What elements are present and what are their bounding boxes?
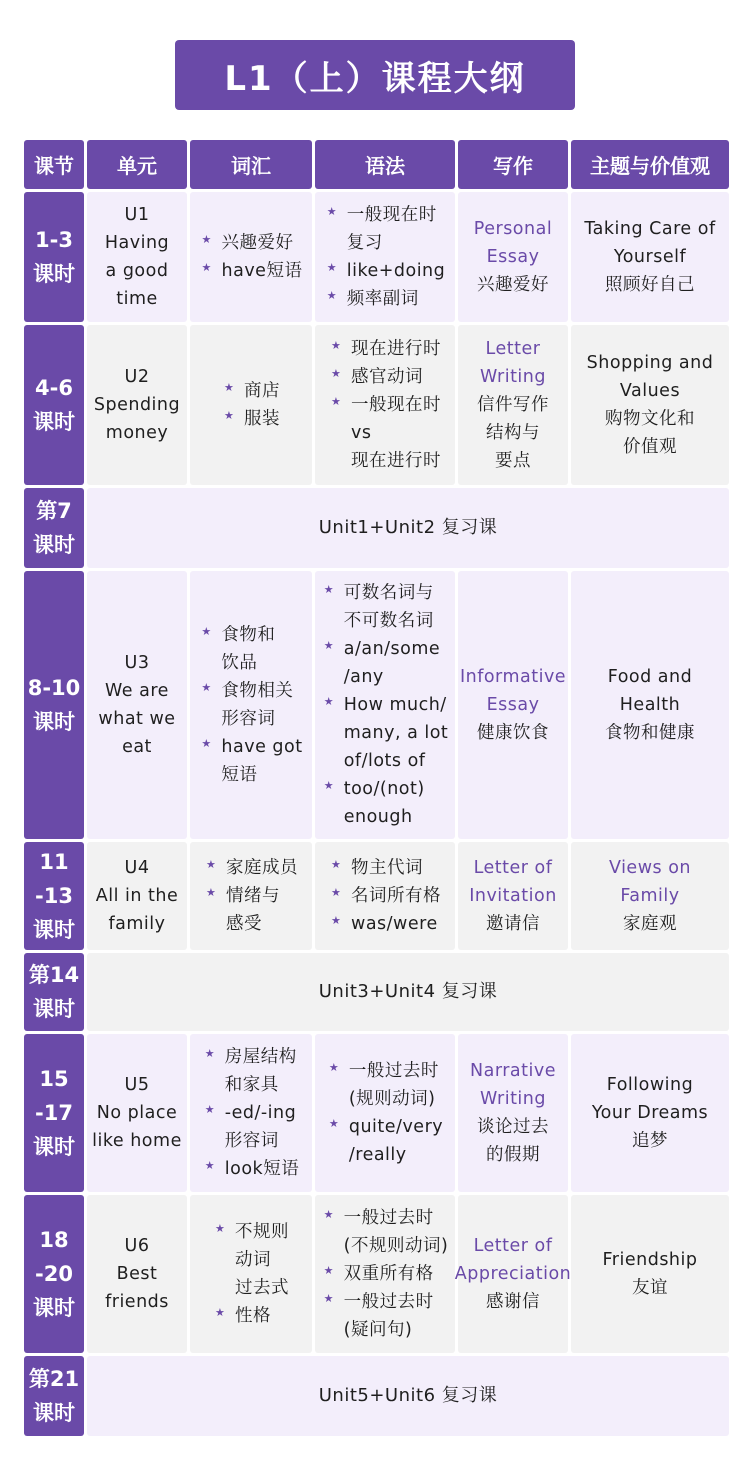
vocab-item bbox=[203, 1155, 299, 1183]
writing-cn-line: 谈论过去 bbox=[477, 1117, 549, 1137]
theme-text bbox=[592, 1071, 708, 1155]
writing-cn-line: 的假期 bbox=[486, 1145, 540, 1165]
theme-line: 价值观 bbox=[622, 437, 677, 457]
lesson-label bbox=[24, 488, 84, 568]
theme-line: Values bbox=[619, 381, 681, 401]
vocab-line: 感受 bbox=[226, 914, 262, 934]
grammar-line: ★ 一般现在时 bbox=[346, 205, 437, 225]
unit-line: what we bbox=[98, 709, 176, 729]
unit-name bbox=[105, 201, 169, 313]
vocab-item bbox=[222, 377, 280, 405]
vocab-cell bbox=[190, 325, 312, 485]
lesson-label bbox=[24, 1356, 84, 1436]
column-header: 词汇 bbox=[190, 140, 312, 189]
vocab-line: 形容词 bbox=[221, 709, 276, 729]
grammar-line: /really bbox=[348, 1145, 407, 1165]
grammar-line: ★ 感官动词 bbox=[351, 367, 423, 387]
writing-cn-line: 结构与 bbox=[486, 423, 540, 443]
theme-line: 追梦 bbox=[632, 1131, 668, 1151]
writing-cn-line: 健康饮食 bbox=[477, 723, 549, 743]
unit-line: U4 bbox=[124, 858, 150, 878]
grammar-item bbox=[327, 1057, 443, 1113]
writing-cn-line: 感谢信 bbox=[486, 1292, 540, 1312]
review-row: Unit3+Unit4 复习课 bbox=[87, 953, 729, 1031]
grammar-line: ★ How much/ bbox=[343, 695, 447, 715]
unit-cell bbox=[87, 571, 187, 839]
vocab-item bbox=[200, 257, 303, 285]
grammar-line: ★ 双重所有格 bbox=[343, 1264, 434, 1284]
vocab-line: ★ 食物相关 bbox=[221, 681, 294, 701]
unit-cell bbox=[87, 325, 187, 485]
vocab-item bbox=[199, 733, 302, 789]
vocab-cell bbox=[190, 1195, 312, 1353]
unit-line: money bbox=[105, 423, 169, 443]
vocab-line: 和家具 bbox=[224, 1075, 279, 1095]
grammar-list bbox=[329, 854, 441, 938]
writing-cell bbox=[458, 571, 568, 839]
lesson-label bbox=[24, 192, 84, 322]
unit-line: a good bbox=[105, 261, 169, 281]
grammar-line: /any bbox=[343, 667, 384, 687]
theme-cell bbox=[571, 1195, 729, 1353]
grammar-item bbox=[325, 285, 446, 313]
grammar-list bbox=[322, 1204, 449, 1344]
writing-cn-line: 信件写作 bbox=[477, 395, 549, 415]
vocab-line: ★ look短语 bbox=[224, 1159, 300, 1179]
writing-en-line: Essay bbox=[486, 247, 540, 267]
writing-en-line: Narrative bbox=[470, 1061, 556, 1081]
lesson-label-line: 1-3 bbox=[35, 228, 73, 252]
grammar-line: ★ a/an/some bbox=[343, 639, 441, 659]
writing-en-line: Appreciation bbox=[454, 1264, 572, 1284]
vocab-list bbox=[203, 1043, 299, 1183]
theme-line: 购物文化和 bbox=[604, 409, 695, 429]
unit-line: U1 bbox=[124, 205, 150, 225]
writing-cell bbox=[458, 325, 568, 485]
unit-line: U2 bbox=[124, 367, 150, 387]
lesson-label bbox=[24, 953, 84, 1031]
vocab-item bbox=[204, 854, 298, 882]
lesson-label-line: 课时 bbox=[32, 997, 75, 1021]
vocab-item bbox=[213, 1218, 289, 1302]
theme-line: Health bbox=[619, 695, 681, 715]
grammar-item bbox=[322, 691, 449, 775]
grammar-line: (疑问句) bbox=[343, 1320, 413, 1340]
lesson-label-line: 15 bbox=[39, 1067, 69, 1091]
column-header: 课节 bbox=[24, 140, 84, 189]
theme-line: 照顾好自己 bbox=[604, 275, 695, 295]
vocab-item bbox=[203, 1043, 299, 1099]
grammar-cell bbox=[315, 192, 455, 322]
column-header: 语法 bbox=[315, 140, 455, 189]
grammar-line: (不规则动词) bbox=[343, 1236, 449, 1256]
theme-text bbox=[603, 1246, 698, 1302]
page-title: L1（上）课程大纲 bbox=[175, 40, 575, 110]
grammar-line: ★ too/(not) bbox=[343, 779, 425, 799]
lesson-label-line: 课时 bbox=[33, 410, 75, 434]
theme-line: Yourself bbox=[613, 247, 687, 267]
lesson-label-line: 18 bbox=[39, 1228, 69, 1252]
unit-cell bbox=[87, 1034, 187, 1192]
writing-text bbox=[474, 215, 552, 299]
unit-line: No place bbox=[96, 1103, 178, 1123]
grammar-line: ★ like+doing bbox=[346, 261, 446, 281]
theme-text bbox=[584, 215, 715, 299]
grammar-line: ★ 一般过去时 bbox=[343, 1292, 434, 1312]
vocab-list bbox=[200, 229, 303, 285]
vocab-item bbox=[200, 229, 303, 257]
unit-line: like home bbox=[92, 1131, 182, 1151]
column-header: 单元 bbox=[87, 140, 187, 189]
grammar-cell bbox=[315, 325, 455, 485]
writing-cell bbox=[458, 192, 568, 322]
vocab-line: ★ 房屋结构 bbox=[224, 1047, 297, 1067]
writing-en-line: Letter of bbox=[473, 858, 553, 878]
vocab-line: ★ 兴趣爱好 bbox=[221, 233, 294, 253]
vocab-list bbox=[213, 1218, 289, 1330]
unit-line: Best bbox=[116, 1264, 158, 1284]
grammar-line: 复习 bbox=[346, 233, 383, 253]
unit-line: friends bbox=[105, 1292, 169, 1312]
writing-en-line: Writing bbox=[480, 1089, 546, 1109]
lesson-label-text bbox=[33, 845, 75, 947]
lesson-label-line: -17 bbox=[35, 1101, 73, 1125]
vocab-line: 动词 bbox=[235, 1250, 271, 1270]
lesson-label-line: 第14 bbox=[28, 963, 80, 987]
grammar-line: ★ 可数名词与 bbox=[343, 583, 434, 603]
grammar-cell bbox=[315, 1034, 455, 1192]
lesson-label-line: 第21 bbox=[28, 1367, 80, 1391]
grammar-item bbox=[322, 635, 449, 691]
theme-line: Friendship bbox=[602, 1250, 698, 1270]
vocab-line: ★ 商店 bbox=[244, 381, 280, 401]
lesson-label bbox=[24, 571, 84, 839]
lesson-label bbox=[24, 1034, 84, 1192]
vocab-line: ★ have短语 bbox=[221, 261, 303, 281]
unit-cell bbox=[87, 1195, 187, 1353]
grammar-item bbox=[322, 1260, 449, 1288]
review-row: Unit5+Unit6 复习课 bbox=[87, 1356, 729, 1436]
lesson-label-line: -13 bbox=[35, 884, 73, 908]
grammar-cell bbox=[315, 1195, 455, 1353]
theme-en-line: Views on bbox=[608, 858, 691, 878]
theme-cell bbox=[571, 1034, 729, 1192]
unit-name bbox=[105, 1232, 169, 1316]
grammar-line: vs bbox=[351, 423, 372, 443]
grammar-line: 现在进行时 bbox=[351, 451, 441, 471]
vocab-item bbox=[222, 405, 280, 433]
lesson-label bbox=[24, 1195, 84, 1353]
vocab-line: ★ 情绪与 bbox=[226, 886, 280, 906]
grammar-list bbox=[327, 1057, 443, 1169]
unit-line: U5 bbox=[124, 1075, 150, 1095]
grammar-line: (规则动词) bbox=[348, 1089, 436, 1109]
grammar-item bbox=[329, 391, 441, 475]
grammar-line: ★ 一般过去时 bbox=[343, 1208, 434, 1228]
grammar-line: ★ 一般现在时 bbox=[351, 395, 441, 415]
grammar-item bbox=[322, 1288, 449, 1344]
grammar-item bbox=[327, 1113, 443, 1169]
grammar-line: ★ 频率副词 bbox=[346, 289, 419, 309]
writing-text bbox=[470, 1057, 556, 1169]
grammar-line: ★ 现在进行时 bbox=[351, 339, 441, 359]
writing-cn-line: 兴趣爱好 bbox=[477, 275, 549, 295]
lesson-label-text bbox=[33, 223, 75, 291]
grammar-line: ★ 物主代词 bbox=[351, 858, 423, 878]
grammar-line: of/lots of bbox=[343, 751, 426, 771]
lesson-label-line: 4-6 bbox=[35, 376, 73, 400]
writing-cell bbox=[454, 1195, 572, 1353]
grammar-list bbox=[322, 579, 449, 831]
unit-name bbox=[92, 1071, 182, 1155]
vocab-cell bbox=[190, 1034, 312, 1192]
vocab-cell bbox=[190, 192, 312, 322]
grammar-item bbox=[325, 257, 446, 285]
vocab-line: 形容词 bbox=[224, 1131, 279, 1151]
grammar-item bbox=[322, 775, 449, 831]
writing-en-line: Informative bbox=[459, 667, 567, 687]
vocab-line: ★ have got bbox=[221, 737, 303, 757]
writing-en-line: Letter of bbox=[473, 1236, 553, 1256]
theme-cell bbox=[571, 571, 729, 839]
grammar-list bbox=[329, 335, 441, 475]
grammar-item bbox=[322, 1204, 449, 1260]
vocab-cell bbox=[190, 842, 312, 950]
lesson-label-line: 课时 bbox=[33, 1296, 75, 1320]
vocab-list bbox=[199, 621, 302, 789]
grammar-list bbox=[325, 201, 446, 313]
vocab-line: 过去式 bbox=[235, 1278, 289, 1298]
lesson-label-text bbox=[29, 958, 79, 1026]
lesson-label-text bbox=[33, 494, 75, 562]
writing-cell bbox=[458, 842, 568, 950]
unit-line: time bbox=[116, 289, 158, 309]
writing-text bbox=[460, 663, 566, 747]
theme-line: Following bbox=[606, 1075, 694, 1095]
writing-cn-line: 邀请信 bbox=[485, 914, 540, 934]
vocab-item bbox=[213, 1302, 289, 1330]
vocab-line: 饮品 bbox=[221, 653, 258, 673]
theme-line: 食物和健康 bbox=[605, 723, 695, 743]
grammar-line: ★ 名词所有格 bbox=[351, 886, 441, 906]
unit-line: All in the bbox=[95, 886, 179, 906]
theme-line: 家庭观 bbox=[622, 914, 677, 934]
grammar-cell bbox=[315, 571, 455, 839]
unit-name bbox=[96, 854, 179, 938]
lesson-label-line: -20 bbox=[35, 1262, 73, 1286]
lesson-label bbox=[24, 325, 84, 485]
theme-line: Shopping and bbox=[586, 353, 714, 373]
writing-text bbox=[455, 1232, 572, 1316]
vocab-line: ★ 性格 bbox=[235, 1306, 271, 1326]
unit-line: eat bbox=[122, 737, 152, 757]
column-header: 主题与价值观 bbox=[571, 140, 729, 189]
lesson-label-line: 课时 bbox=[32, 1401, 75, 1425]
theme-cell bbox=[571, 325, 729, 485]
lesson-label-text bbox=[33, 1223, 75, 1325]
grammar-line: ★ 一般过去时 bbox=[348, 1061, 439, 1081]
lesson-label bbox=[24, 842, 84, 950]
vocab-line: 短语 bbox=[221, 765, 258, 785]
vocab-line: ★ -ed/-ing bbox=[224, 1103, 297, 1123]
lesson-label-line: 课时 bbox=[33, 1135, 75, 1159]
writing-en-line: Writing bbox=[480, 367, 546, 387]
grammar-item bbox=[329, 363, 441, 391]
grammar-cell bbox=[315, 842, 455, 950]
lesson-label-line: 第7 bbox=[36, 499, 72, 523]
lesson-label-line: 课时 bbox=[33, 710, 75, 734]
lesson-label-text bbox=[28, 671, 81, 739]
lesson-label-line: 8-10 bbox=[27, 676, 81, 700]
grammar-line: many, a lot bbox=[343, 723, 449, 743]
lesson-label-text bbox=[33, 1062, 75, 1164]
writing-en-line: Personal bbox=[473, 219, 553, 239]
column-header: 写作 bbox=[458, 140, 568, 189]
vocab-line: ★ 不规则 bbox=[235, 1222, 289, 1242]
theme-line: Your Dreams bbox=[591, 1103, 709, 1123]
lesson-label-line: 课时 bbox=[33, 262, 75, 286]
theme-line: 友谊 bbox=[632, 1278, 668, 1298]
theme-text bbox=[587, 349, 714, 461]
writing-cell bbox=[458, 1034, 568, 1192]
vocab-list bbox=[204, 854, 298, 938]
writing-en-line: Invitation bbox=[469, 886, 557, 906]
unit-line: U3 bbox=[124, 653, 150, 673]
unit-cell bbox=[87, 842, 187, 950]
writing-en-line: Letter bbox=[485, 339, 541, 359]
writing-text bbox=[469, 854, 557, 938]
syllabus-table bbox=[24, 140, 726, 1436]
vocab-cell bbox=[190, 571, 312, 839]
grammar-item bbox=[329, 335, 441, 363]
grammar-line: 不可数名词 bbox=[343, 611, 434, 631]
vocab-item bbox=[203, 1099, 299, 1155]
unit-line: U6 bbox=[124, 1236, 150, 1256]
vocab-item bbox=[199, 677, 302, 733]
lesson-label-line: 11 bbox=[39, 850, 69, 874]
lesson-label-text bbox=[33, 371, 75, 439]
theme-line: Taking Care of bbox=[584, 219, 716, 239]
unit-line: We are bbox=[105, 681, 169, 701]
grammar-item bbox=[329, 910, 441, 938]
vocab-item bbox=[204, 882, 298, 938]
grammar-item bbox=[322, 579, 449, 635]
lesson-label-text bbox=[29, 1362, 79, 1430]
theme-en-line: Family bbox=[620, 886, 680, 906]
vocab-line: ★ 服装 bbox=[244, 409, 280, 429]
lesson-label-line: 课时 bbox=[33, 918, 75, 942]
grammar-item bbox=[329, 882, 441, 910]
review-row: Unit1+Unit2 复习课 bbox=[87, 488, 729, 568]
vocab-line: ★ 家庭成员 bbox=[226, 858, 298, 878]
unit-name bbox=[98, 649, 175, 761]
unit-line: Having bbox=[104, 233, 170, 253]
theme-line: Food and bbox=[607, 667, 693, 687]
grammar-line: ★ quite/very bbox=[348, 1117, 444, 1137]
unit-cell bbox=[87, 192, 187, 322]
vocab-item bbox=[199, 621, 302, 677]
vocab-list bbox=[222, 377, 280, 433]
unit-line: family bbox=[108, 914, 166, 934]
unit-name bbox=[94, 363, 180, 447]
writing-cn-line: 要点 bbox=[495, 451, 531, 471]
theme-cell bbox=[571, 842, 729, 950]
grammar-item bbox=[325, 201, 446, 257]
theme-text bbox=[609, 854, 691, 938]
theme-text bbox=[605, 663, 695, 747]
grammar-line: ★ was/were bbox=[351, 914, 438, 934]
grammar-line: enough bbox=[343, 807, 413, 827]
unit-line: Spending bbox=[93, 395, 181, 415]
theme-cell bbox=[571, 192, 729, 322]
writing-en-line: Essay bbox=[486, 695, 540, 715]
vocab-line: ★ 食物和 bbox=[221, 625, 276, 645]
writing-text bbox=[477, 335, 549, 475]
lesson-label-line: 课时 bbox=[33, 533, 75, 557]
grammar-item bbox=[329, 854, 441, 882]
